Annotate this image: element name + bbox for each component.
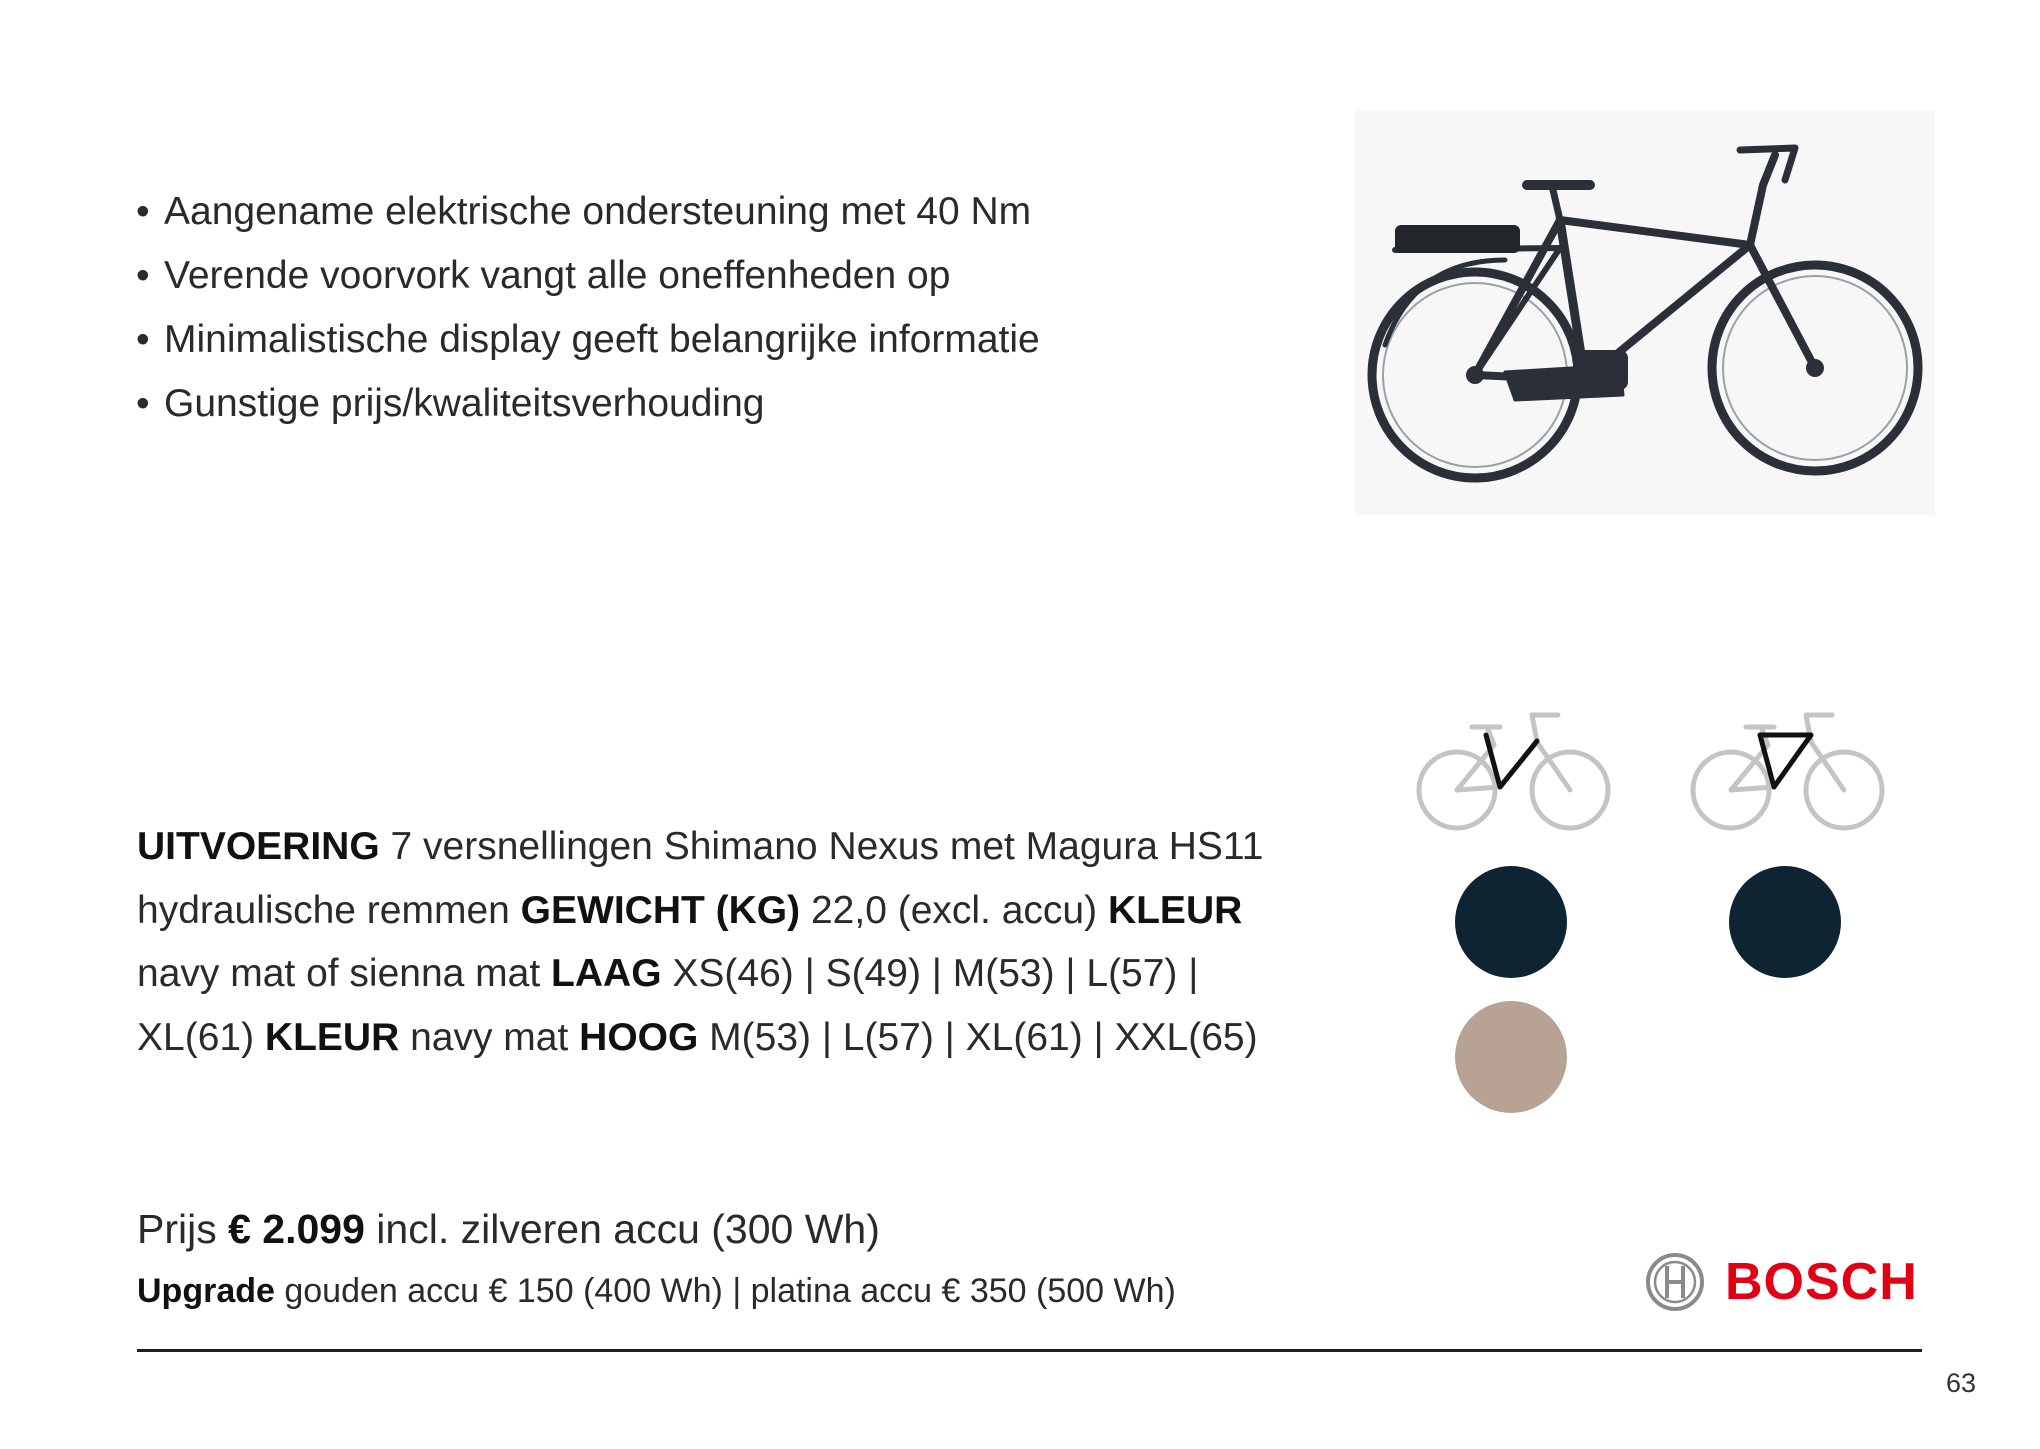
- spec-paragraph: [137, 815, 1297, 1069]
- feature-item: [136, 244, 1040, 308]
- feature-text: Verende voorvork vangt alle oneffenheden op: [164, 254, 951, 297]
- electric-city-bike-photo: [1355, 110, 1935, 515]
- bosch-wordmark: BOSCH: [1725, 1253, 1918, 1311]
- low-step-frame-icon: [1412, 705, 1612, 835]
- uitvoering-text: 7 versnellingen Shimano Nexus met Magura HS11 hydraulische remmen: [137, 825, 1264, 932]
- laag-label: LAAG: [551, 952, 662, 995]
- gewicht-text: 22,0 (excl. accu): [800, 888, 1108, 932]
- upgrade-line: [137, 1268, 1176, 1314]
- color-swatch-sienna-low: [1455, 1001, 1567, 1113]
- feature-item: [136, 308, 1040, 372]
- price-amount: € 2.099: [228, 1206, 365, 1252]
- feature-list: [136, 180, 1040, 436]
- color-swatch-navy-high: [1729, 866, 1841, 978]
- bullet: •: [136, 318, 150, 361]
- page-number: 63: [1946, 1368, 1977, 1398]
- kleur-text: navy mat of sienna mat: [137, 952, 552, 995]
- feature-item: [136, 372, 1040, 436]
- kleur-label: KLEUR: [264, 1015, 400, 1059]
- kleur-label: KLEUR: [1107, 888, 1243, 932]
- high-step-frame-icon: [1686, 705, 1886, 835]
- bosch-armature-icon: [1645, 1252, 1705, 1312]
- price-line: [137, 1202, 880, 1256]
- uitvoering-label: UITVOERING: [137, 825, 380, 868]
- bullet: •: [136, 254, 150, 297]
- bullet: •: [136, 190, 150, 233]
- price-prefix: Prijs: [137, 1206, 229, 1252]
- gewicht-label: GEWICHT (KG): [520, 888, 801, 932]
- upgrade-label: Upgrade: [137, 1272, 275, 1310]
- bullet: •: [136, 382, 150, 425]
- divider: [137, 1349, 1922, 1352]
- hoog-label: HOOG: [579, 1015, 699, 1059]
- feature-text: Aangename elektrische ondersteuning met 40 Nm: [164, 190, 1032, 233]
- feature-text: Gunstige prijs/kwaliteitsverhouding: [164, 382, 765, 425]
- kleur-text: navy mat: [399, 1015, 580, 1059]
- price-suffix: incl. zilveren accu (300 Wh): [364, 1206, 880, 1252]
- bosch-logo: [1645, 1250, 1918, 1314]
- upgrade-text: gouden accu € 150 (400 Wh) | platina accu € 350 (500 Wh): [274, 1272, 1176, 1310]
- hoog-sizes: M(53) | L(57) | XL(61) | XXL(65): [698, 1015, 1258, 1059]
- laag-sizes: XS(46) | S(49) | M(53) | L(57) | XL(61): [137, 952, 1199, 1059]
- feature-item: [136, 180, 1040, 244]
- feature-text: Minimalistische display geeft belangrijke informatie: [164, 318, 1040, 361]
- color-swatch-navy-low: [1455, 866, 1567, 978]
